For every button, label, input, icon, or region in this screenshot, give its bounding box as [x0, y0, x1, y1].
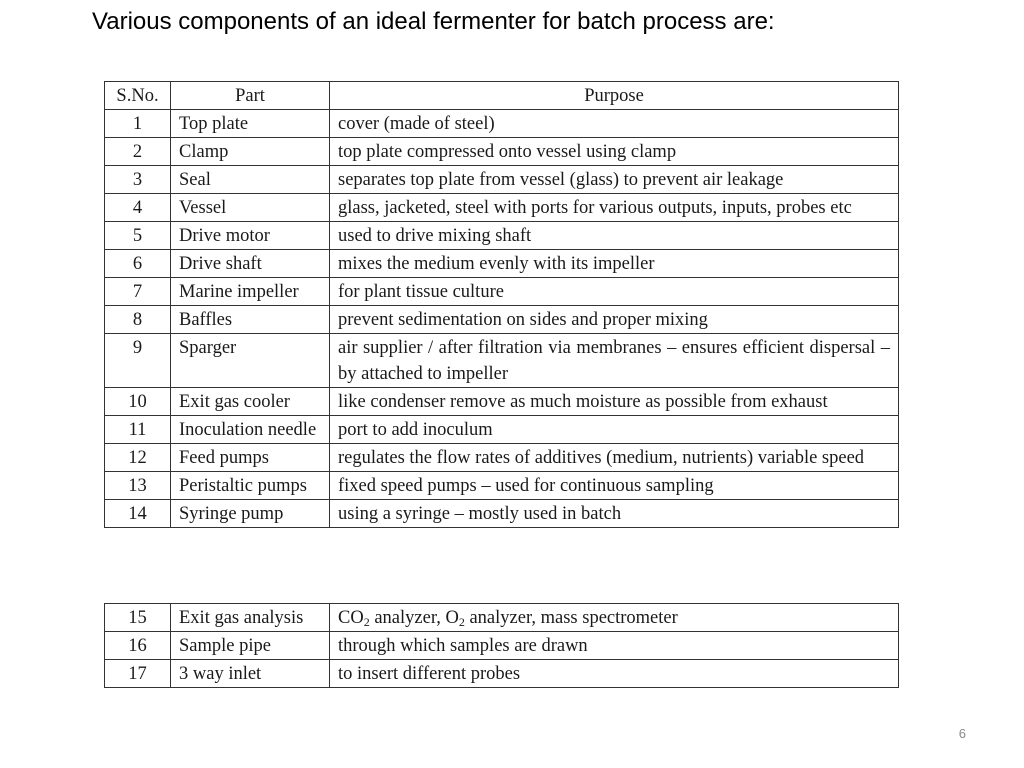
- cell-purpose: mixes the medium evenly with its impeller: [330, 250, 899, 278]
- table-row: [105, 472, 899, 500]
- cell-sno: 6: [105, 250, 171, 278]
- cell-part: 3 way inlet: [171, 660, 330, 688]
- cell-part: Clamp: [171, 138, 330, 166]
- cell-purpose: [330, 604, 899, 632]
- header-purpose: Purpose: [330, 82, 899, 110]
- cell-purpose: for plant tissue culture: [330, 278, 899, 306]
- cell-sno: 10: [105, 388, 171, 416]
- table-row: [105, 444, 899, 472]
- purpose-text-co: CO: [338, 608, 364, 628]
- fermenter-components-table-continued: [104, 603, 899, 688]
- cell-purpose: through which samples are drawn: [330, 632, 899, 660]
- cell-part: Seal: [171, 166, 330, 194]
- table-header-row: [105, 82, 899, 110]
- cell-purpose: glass, jacketed, steel with ports for various outputs, inputs, probes etc: [330, 194, 899, 222]
- page-number: 6: [958, 726, 966, 741]
- cell-purpose: cover (made of steel): [330, 110, 899, 138]
- purpose-text-rest: analyzer, mass spectrometer: [464, 608, 678, 628]
- slide-title: Various components of an ideal fermenter for batch process are:: [92, 8, 775, 35]
- cell-purpose: regulates the flow rates of additives (medium, nutrients) variable speed: [330, 444, 899, 472]
- cell-sno: 15: [105, 604, 171, 632]
- table-row: [105, 632, 899, 660]
- cell-sno: 16: [105, 632, 171, 660]
- cell-sno: 12: [105, 444, 171, 472]
- cell-sno: 4: [105, 194, 171, 222]
- cell-part: Baffles: [171, 306, 330, 334]
- cell-sno: 7: [105, 278, 171, 306]
- cell-purpose: used to drive mixing shaft: [330, 222, 899, 250]
- fermenter-components-table: [104, 81, 899, 528]
- cell-sno: 11: [105, 416, 171, 444]
- cell-sno: 17: [105, 660, 171, 688]
- cell-sno: 14: [105, 500, 171, 528]
- cell-part: Marine impeller: [171, 278, 330, 306]
- cell-part: Exit gas cooler: [171, 388, 330, 416]
- table-row: [105, 278, 899, 306]
- subscript-two: 2: [458, 615, 465, 629]
- cell-sno: 1: [105, 110, 171, 138]
- table-row: [105, 388, 899, 416]
- cell-part: Exit gas analysis: [171, 604, 330, 632]
- cell-part: Inoculation needle: [171, 416, 330, 444]
- table-row: [105, 138, 899, 166]
- cell-sno: 5: [105, 222, 171, 250]
- header-part: Part: [171, 82, 330, 110]
- header-sno: S.No.: [105, 82, 171, 110]
- table-row: [105, 166, 899, 194]
- cell-part: Sample pipe: [171, 632, 330, 660]
- cell-purpose: to insert different probes: [330, 660, 899, 688]
- cell-part: Vessel: [171, 194, 330, 222]
- cell-part: Sparger: [171, 334, 330, 388]
- table-row: [105, 222, 899, 250]
- table-row: [105, 194, 899, 222]
- cell-purpose: using a syringe – mostly used in batch: [330, 500, 899, 528]
- cell-part: Drive motor: [171, 222, 330, 250]
- cell-part: Peristaltic pumps: [171, 472, 330, 500]
- cell-part: Feed pumps: [171, 444, 330, 472]
- table-row: [105, 334, 899, 388]
- cell-sno: 8: [105, 306, 171, 334]
- subscript-two: 2: [363, 615, 370, 629]
- table-row: [105, 660, 899, 688]
- cell-part: Drive shaft: [171, 250, 330, 278]
- table-row: [105, 604, 899, 632]
- cell-purpose: fixed speed pumps – used for continuous sampling: [330, 472, 899, 500]
- cell-purpose: prevent sedimentation on sides and proper mixing: [330, 306, 899, 334]
- table-row: [105, 110, 899, 138]
- table-row: [105, 416, 899, 444]
- cell-purpose: air supplier / after filtration via membranes – ensures efficient dispersal – by attached to impeller: [330, 334, 899, 388]
- table-row: [105, 500, 899, 528]
- table-row: [105, 306, 899, 334]
- purpose-text-analyzer: analyzer, O: [369, 608, 459, 628]
- cell-part: Top plate: [171, 110, 330, 138]
- cell-purpose: port to add inoculum: [330, 416, 899, 444]
- cell-sno: 3: [105, 166, 171, 194]
- cell-sno: 9: [105, 334, 171, 388]
- cell-sno: 13: [105, 472, 171, 500]
- cell-purpose: like condenser remove as much moisture as possible from exhaust: [330, 388, 899, 416]
- cell-sno: 2: [105, 138, 171, 166]
- cell-part: Syringe pump: [171, 500, 330, 528]
- table-row: [105, 250, 899, 278]
- cell-purpose: separates top plate from vessel (glass) to prevent air leakage: [330, 166, 899, 194]
- cell-purpose: top plate compressed onto vessel using clamp: [330, 138, 899, 166]
